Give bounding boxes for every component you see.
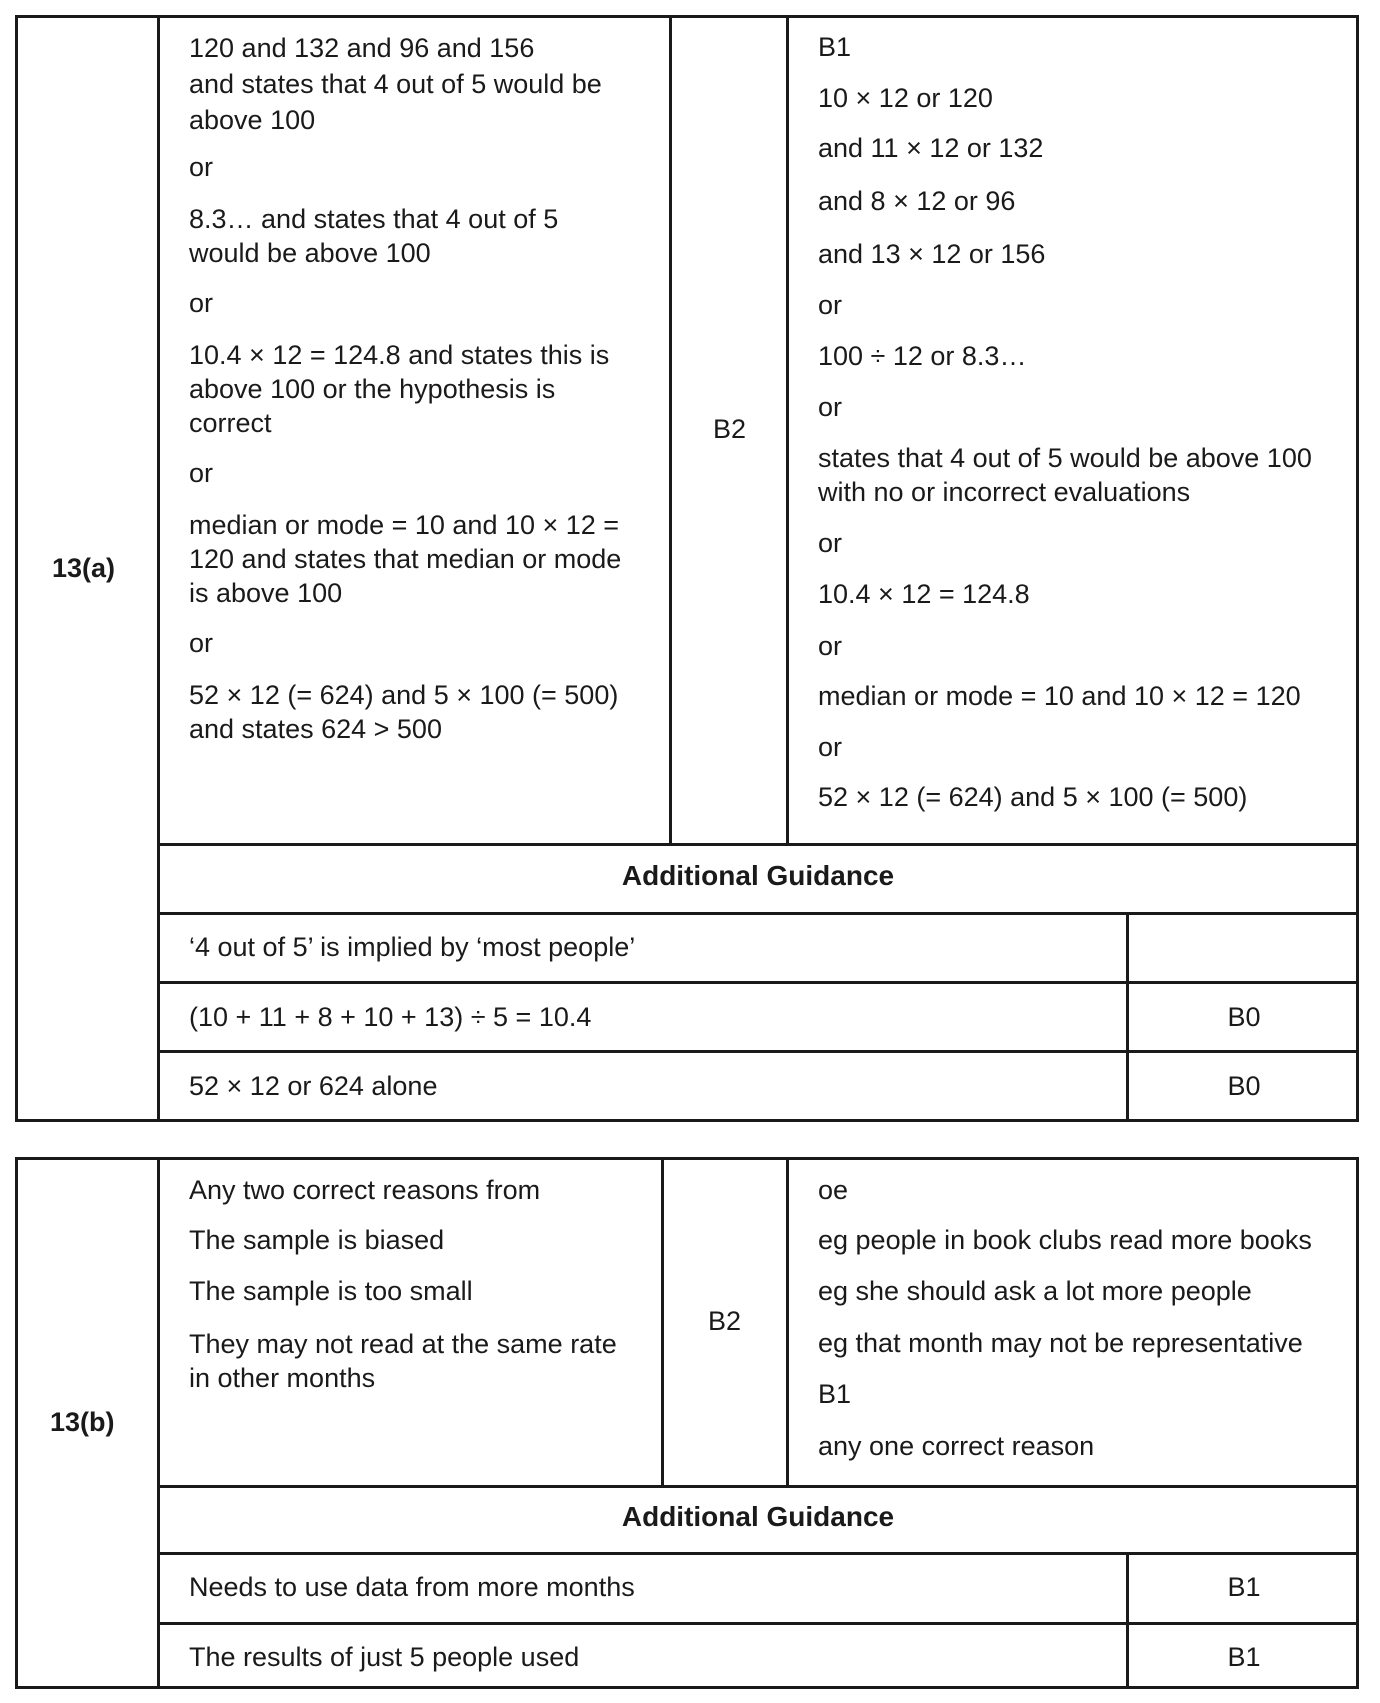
comment-line: any one correct reason [818, 1431, 1095, 1461]
answer-line: The sample is too small [189, 1276, 473, 1306]
comment-line: oe [818, 1175, 849, 1205]
comment-line: B1 [818, 1379, 852, 1409]
divider [157, 912, 1359, 915]
comment-line: or [818, 290, 843, 320]
guidance-mark: B0 [1227, 1071, 1261, 1101]
question-number-13b: 13(b) [50, 1407, 115, 1437]
answer-line: or [189, 152, 214, 182]
additional-guidance-heading-13a: Additional Guidance [621, 860, 895, 891]
comments-list-13a [818, 30, 1358, 814]
divider [157, 15, 160, 1122]
guidance-mark: B1 [1227, 1642, 1261, 1672]
divider [157, 1485, 1359, 1488]
answer-line: or [189, 628, 214, 658]
comment-line: B1 [818, 32, 852, 62]
answer-line: The sample is biased [189, 1225, 445, 1255]
answer-line: or [189, 458, 214, 488]
comment-line: 100 ÷ 12 or 8.3… [818, 341, 1027, 371]
mark-13a: B2 [713, 414, 747, 444]
answer-line: They may not read at the same rate in other months [189, 1329, 617, 1393]
divider [786, 1157, 789, 1487]
guidance-mark: B1 [1227, 1572, 1261, 1602]
divider [157, 1622, 1359, 1625]
comment-line: and 11 × 12 or 132 [818, 133, 1044, 163]
answer-line: Any two correct reasons from [189, 1175, 541, 1205]
comment-line: or [818, 631, 843, 661]
answer-list-13a [189, 30, 659, 746]
divider [669, 15, 672, 845]
comment-line: and 8 × 12 or 96 [818, 186, 1016, 216]
comment-line: 52 × 12 (= 624) and 5 × 100 (= 500) [818, 782, 1248, 812]
comments-list-13b [818, 1173, 1358, 1463]
divider [157, 1552, 1359, 1555]
comment-line: states that 4 out of 5 would be above 100 with no or incorrect evaluations [818, 443, 1312, 507]
divider [157, 1050, 1359, 1053]
comment-line: 10 × 12 or 120 [818, 83, 993, 113]
comment-line: or [818, 732, 843, 762]
question-number-13a: 13(a) [52, 553, 116, 583]
answer-line: or [189, 288, 214, 318]
comment-line: or [818, 528, 843, 558]
comment-line: eg people in book clubs read more books [818, 1225, 1312, 1255]
divider [661, 1157, 664, 1487]
comment-line: 10.4 × 12 = 124.8 [818, 579, 1030, 609]
divider [786, 15, 789, 845]
additional-guidance-heading-13b: Additional Guidance [621, 1501, 895, 1532]
divider [157, 981, 1359, 984]
guidance-text: Needs to use data from more months [189, 1572, 635, 1602]
comment-line: or [818, 392, 843, 422]
guidance-text: 52 × 12 or 624 alone [189, 1071, 438, 1101]
guidance-text: ‘4 out of 5’ is implied by ‘most people’ [189, 932, 636, 962]
divider [157, 1157, 160, 1689]
answer-line: 120 and 132 and 96 and 156 and states that 4 out of 5 would be above 100 [189, 33, 602, 135]
divider [157, 843, 1359, 846]
guidance-text: The results of just 5 people used [189, 1642, 580, 1672]
comment-line: eg that month may not be representative [818, 1328, 1303, 1358]
answer-line: 52 × 12 (= 624) and 5 × 100 (= 500) and states 624 > 500 [189, 680, 619, 744]
guidance-mark: B0 [1227, 1002, 1261, 1032]
answer-line: 8.3… and states that 4 out of 5 would be above 100 [189, 204, 559, 268]
guidance-text: (10 + 11 + 8 + 10 + 13) ÷ 5 = 10.4 [189, 1002, 592, 1032]
answer-line: median or mode = 10 and 10 × 12 = 120 and states that median or mode is above 100 [189, 510, 622, 608]
comment-line: and 13 × 12 or 156 [818, 239, 1046, 269]
mark-13b: B2 [708, 1306, 742, 1336]
answer-line: 10.4 × 12 = 124.8 and states this is above 100 or the hypothesis is correct [189, 340, 610, 438]
answer-list-13b [189, 1173, 659, 1395]
comment-line: median or mode = 10 and 10 × 12 = 120 [818, 681, 1301, 711]
comment-line: eg she should ask a lot more people [818, 1276, 1252, 1306]
